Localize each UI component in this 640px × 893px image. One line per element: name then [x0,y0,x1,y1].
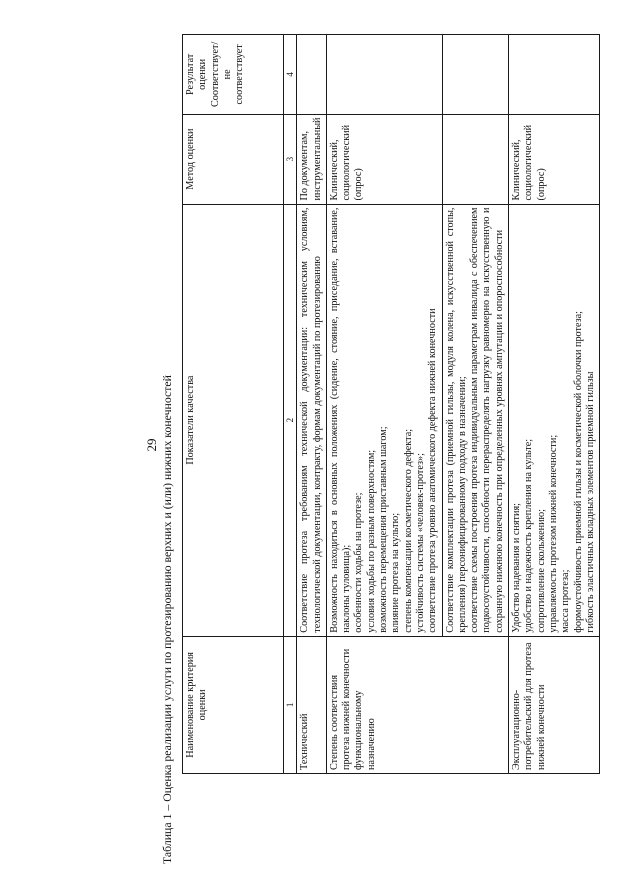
column-number: 2 [284,204,297,636]
column-number-row [284,35,297,774]
indicators-cell [442,204,508,636]
indicator-item: Удобство надевания и снятия; [511,503,523,633]
result-cell [297,35,327,115]
indicator-item: формоустойчивость приемной гильзы и косметической оболочки протеза; [572,311,584,633]
header-row [183,35,284,774]
result-cell [326,35,442,115]
indicator-item: соответствие протеза уровню анатомического дефекта нижней конечности [427,308,439,633]
indicator-item: влияние протеза на культю; [390,512,402,633]
header-criteria: Наименование критерия оценки [183,636,284,773]
indicator-item: Возможность находиться в основных положениях (сидение, стояние, приседание, вставание, наклоны туловища); [328,207,353,633]
method-cell: Клинический, социологический (опрос) [326,114,442,204]
indicator-item: гибкость эластичных вкладных элементов приемной гильзы [584,371,596,633]
indicator-item: сопротивление скольжению; [535,509,547,633]
header-result-line: оценки [197,58,209,90]
header-result-line: Результат [185,53,196,95]
indicator-item: степень компенсации косметического дефекта; [402,428,414,633]
header-result-line: не [221,69,233,80]
method-cell: Клинический, социологический (опрос) [509,114,600,204]
column-number: 1 [284,636,297,773]
page-number: 29 [144,438,159,452]
indicator-item: условия ходьбы по разным поверхностям; [365,449,377,633]
result-cell [442,35,508,115]
header-result [183,35,284,115]
column-number: 4 [284,35,297,115]
quality-table [182,34,600,774]
indicators-cell [326,204,442,636]
indicator-item: устойчивость системы «человек-протез»; [414,453,426,633]
table-caption: Таблица 1 – Оценка реализации услуги по протезированию верхних и (или) нижних конечностей [160,375,174,864]
indicators-cell [509,204,600,636]
indicator-item: особенности ходьбы на протезе; [353,492,365,633]
table-row [509,35,600,774]
indicator-item: соответствие схемы построения протеза индивидуальным параметрам инвалида с обеспечением подкосоустойчивости, способности перераспределять нагрузку равномерно на искусственную и сохранную нижнюю конечность при определенных уровнях ампутации и опороспособности [469,207,505,633]
indicator-item: масса протеза; [560,569,572,633]
header-result-line: соответствует [234,44,246,105]
indicator-item: управляемость протезом нижней конечности; [547,434,559,633]
header-indicators: Показатели качества [183,204,284,636]
method-cell: По документам, инструментальный [297,114,327,204]
table-row [297,35,327,774]
header-result-line: Соответствует/ [209,41,221,108]
table-row [326,35,442,774]
method-cell [442,114,508,204]
indicator-item: удобство и надежность крепления на культе; [523,438,535,633]
rotated-page [22,20,622,870]
indicator-item: Соответствие комплектации протеза (приемной гильзы, модуля колена, искусственной стопы, крепления) персонифицированному подходу в назначении; [444,207,468,633]
indicator-item: возможность перемещения приставным шагом; [378,426,390,633]
criteria-cell: Технический [297,636,327,773]
criteria-cell: Степень соответствия протеза нижней конечности функциональному назначению [326,636,508,773]
column-number: 3 [284,114,297,204]
criteria-cell: Эксплуатационно-потребительский для протеза нижней конечности [509,636,600,773]
result-cell [509,35,600,115]
header-method: Метод оценки [183,114,284,204]
indicators-cell: Соответствие протеза требованиям технической документации: техническим условиям, технологической документации, контракту, формам документаций по протезированию [297,204,327,636]
